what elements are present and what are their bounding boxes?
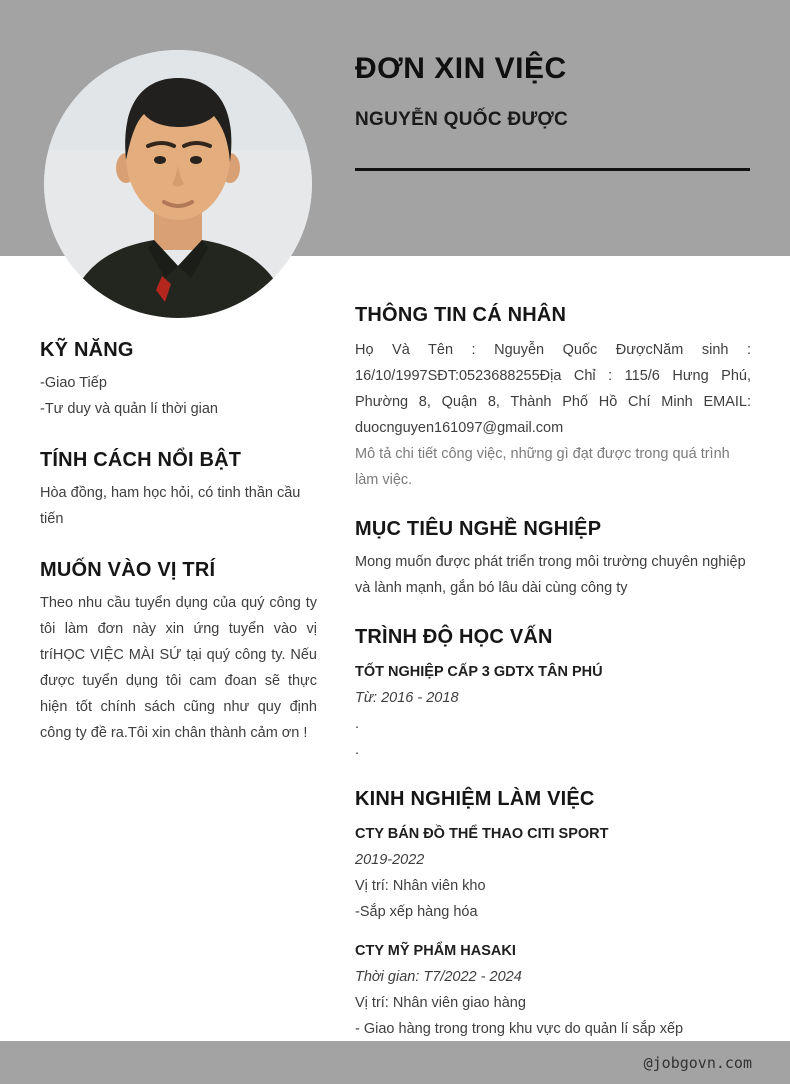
education-school: TỐT NGHIỆP CẤP 3 GDTX TÂN PHÚ: [355, 664, 603, 680]
personal-info-details: Họ Và Tên : Nguyễn Quốc ĐượcNăm sinh : 16/10/1997SĐT:0523688255Địa Chỉ : 115/6 Hưng Phú, Phường 8, Quận 8, Thành Phố Hồ Chí Minh EMAIL: duocnguyen161097@gmail.com: [355, 342, 751, 436]
section-heading-personality: TÍNH CÁCH NỔI BẬT: [40, 449, 242, 471]
section-heading-education: TRÌNH ĐỘ HỌC VẤN: [355, 626, 553, 648]
skill-item: -Tư duy và quản lí thời gian: [40, 401, 219, 417]
job-company: CTY BÁN ĐỒ THỂ THAO CITI SPORT: [355, 826, 609, 842]
person-avatar-illustration: [44, 50, 312, 318]
section-heading-position: MUỐN VÀO VỊ TRÍ: [40, 559, 216, 581]
section-heading-experience: KINH NGHIỆM LÀM VIỆC: [355, 788, 595, 810]
footer-watermark-bar: [0, 1041, 790, 1084]
job-line: Vị trí: Nhân viên giao hàng: [355, 995, 526, 1011]
job-line: Vị trí: Nhân viên kho: [355, 878, 486, 894]
profile-photo: [44, 50, 312, 318]
section-heading-objective: MỤC TIÊU NGHỀ NGHIỆP: [355, 518, 602, 540]
job-line: - Giao hàng trong trong khu vực do quản lí sắp xếp: [355, 1021, 684, 1037]
experience-job: [355, 821, 751, 925]
position-paragraph: Theo nhu cầu tuyển dụng của quý công ty tôi làm đơn này xin ứng tuyển vào vị tríHỌC VIỆC MÀI SỨ tại quý công ty. Nếu được tuyển dụng tôi cam đoan sẽ thực hiện tốt chính sách cũng như quy định công ty đề ra.Tôi xin chân thành cảm ơn !: [40, 595, 317, 741]
education-extra-line: .: [355, 742, 360, 758]
page-title: ĐƠN XIN VIỆC: [355, 52, 567, 85]
education-extra-line: .: [355, 716, 360, 732]
objective-text: Mong muốn được phát triển trong môi trường chuyên nghiệp và lành mạnh, gắn bó lâu dài cùng công ty: [355, 554, 746, 596]
experience-job: [355, 938, 751, 1042]
skill-item: -Giao Tiếp: [40, 375, 107, 391]
left-column: [40, 338, 317, 746]
education-period: Từ: 2016 - 2018: [355, 690, 459, 706]
job-company: CTY MỸ PHẨM HASAKI: [355, 943, 516, 959]
job-period: Thời gian: T7/2022 - 2024: [355, 969, 522, 985]
right-column: [355, 303, 751, 1042]
personal-info-note: Mô tả chi tiết công việc, những gì đạt được trong quá trình làm việc.: [355, 446, 730, 488]
header-divider: [355, 168, 750, 171]
applicant-name: NGUYỄN QUỐC ĐƯỢC: [355, 109, 569, 130]
job-line: -Sắp xếp hàng hóa: [355, 904, 478, 920]
personality-text: Hòa đồng, ham học hỏi, có tinh thần cầu tiến: [40, 485, 301, 527]
watermark-text: @jobgovn.com: [643, 1053, 752, 1072]
section-heading-personal-info: THÔNG TIN CÁ NHÂN: [355, 304, 567, 326]
header-block: [355, 51, 751, 171]
job-period: 2019-2022: [355, 852, 425, 868]
section-heading-skills: KỸ NĂNG: [40, 339, 134, 361]
